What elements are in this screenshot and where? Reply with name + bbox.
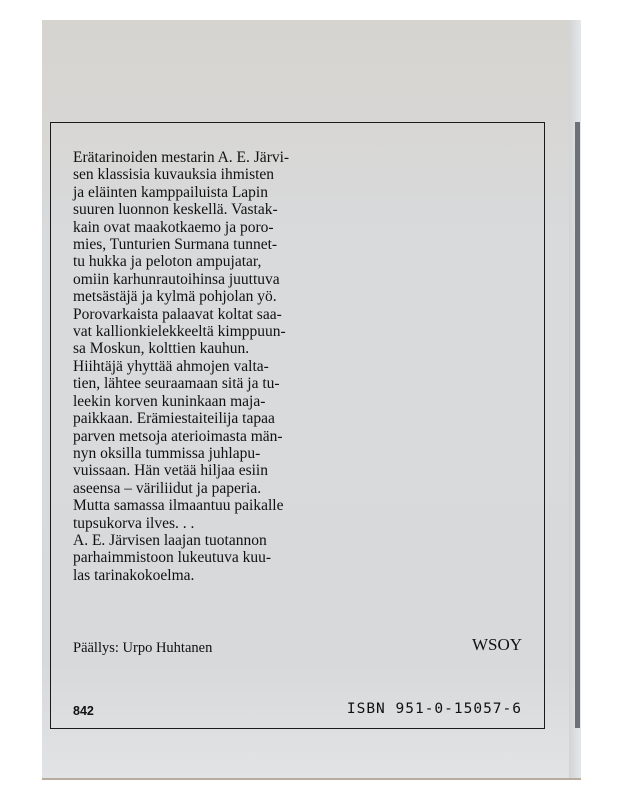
blurb-line: tupsukorva ilves. . . [73,514,195,532]
blurb-line: sen klassisia kuvauksia ihmisten [73,166,275,184]
blurb-line: tien, lähtee seuraamaan sitä ja tu- [73,375,280,393]
blurb-line: omiin karhunrautoihinsa juuttuva [73,270,280,288]
book-back-cover [42,20,581,780]
blurb-line: parhaimmistoon lukeutuva kuu- [73,549,272,567]
cover-credit: Päällys: Urpo Huhtanen [73,640,213,656]
blurb-line: sa Moskun, kolttien kauhun. [73,340,250,358]
blurb-line: A. E. Järvisen laajan tuotannon [73,531,267,549]
blurb-line: leekin korven kuninkaan maja- [73,392,266,410]
blurb-line: mies, Tunturien Surmana tunnet- [73,236,278,254]
product-code: 842 [73,704,94,718]
blurb-line: ja eläinten kamppailuista Lapin [73,183,268,201]
blurb-line: vuissaan. Hän vetää hiljaa esiin [73,462,268,480]
blurb-line: aseensa – väriliidut ja paperia. [73,479,262,497]
blurb-line: las tarinakokoelma. [73,566,195,584]
blurb-line: nyn oksilla tummissa juhlapu- [73,444,261,462]
blurb-line: Mutta samassa ilmaantuu paikalle [73,497,284,515]
blurb-line: Erätarinoiden mestarin A. E. Järvi- [73,149,290,166]
blurb-text [73,149,289,584]
text-frame [50,122,545,729]
blurb-line: Porovarkaista palaavat koltat saa- [73,305,282,323]
publisher-logo: WSOY [471,635,522,654]
cover-edge-strip [575,122,580,728]
blurb-line: metsästäjä ja kylmä pohjolan yö. [73,288,277,306]
blurb-line: kain ovat maakotkaemo ja poro- [73,218,274,236]
blurb-line: parven metsoja aterioimasta män- [73,427,283,445]
blurb-line: vat kallionkielekkeeltä kimppuun- [73,323,286,341]
blurb-line: Hiihtäjä yhyttää ahmojen valta- [73,357,269,375]
blurb-line: paikkaan. Erämiestaiteilija tapaa [73,410,275,428]
isbn: ISBN 951-0-15057-6 [346,701,522,717]
blurb-line: tu hukka ja peloton ampujatar, [73,253,262,271]
blurb-line: suuren luonnon keskellä. Vastak- [73,201,278,219]
